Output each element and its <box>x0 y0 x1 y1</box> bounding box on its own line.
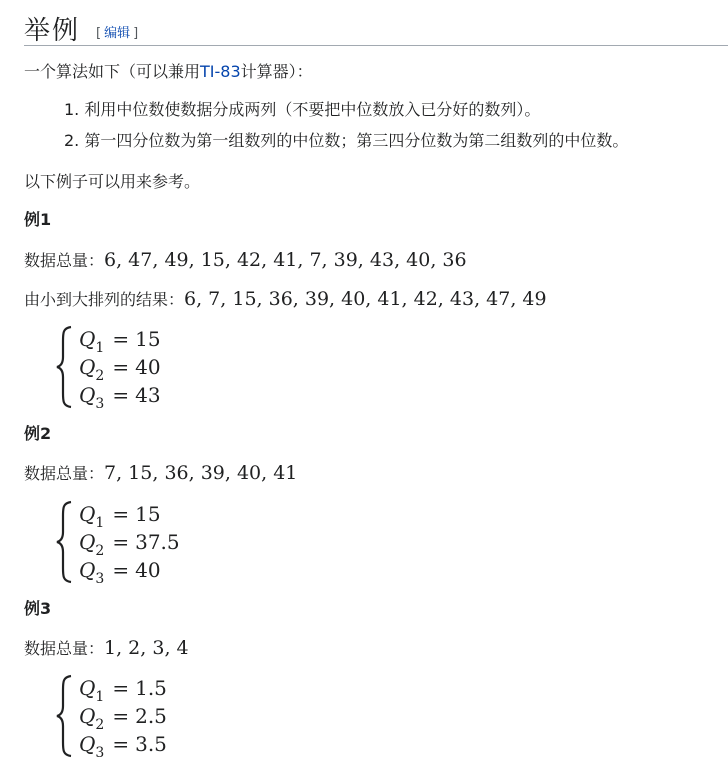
step-item-1 <box>64 98 540 122</box>
quartile-row: $Q_2 = 2.5$ <box>79 704 167 733</box>
example-1-data <box>24 248 467 273</box>
quartile-row: $Q_2 = 37.5$ <box>79 530 180 559</box>
ti83-link[interactable]: TI-83 <box>200 62 241 81</box>
edit-bracket-close: ] <box>133 26 139 41</box>
example-2-title: 例2 <box>24 424 52 443</box>
quartile-row: $Q_3 = 40$ <box>79 558 161 587</box>
intro-paragraph <box>24 60 313 84</box>
example-1-sorted <box>24 287 547 312</box>
example-3-data <box>24 636 189 661</box>
quartile-row: $Q_1 = 1.5$ <box>79 676 167 705</box>
data-label: 数据总量： <box>24 464 105 483</box>
step-marker: 1. <box>64 100 80 119</box>
step-item-2 <box>64 129 628 153</box>
example-1-quartiles <box>54 325 254 412</box>
step-text: 第一四分位数为第一组数列的中位数；第三四分位数为第二组数列的中位数。 <box>84 131 629 150</box>
left-brace-icon <box>54 674 76 758</box>
quartile-row: $Q_2 = 40$ <box>79 355 161 384</box>
left-brace-icon <box>54 325 76 409</box>
edit-link[interactable]: 编辑 <box>104 26 131 41</box>
example-3-title: 例3 <box>24 599 52 618</box>
left-brace-icon <box>54 500 76 584</box>
example-2-data <box>24 461 297 486</box>
edit-section <box>96 22 138 41</box>
example-3-quartiles <box>54 674 254 761</box>
step-marker: 2. <box>64 131 80 150</box>
section-title: 举例 <box>24 16 81 46</box>
quartile-row: $Q_3 = 3.5$ <box>79 732 167 761</box>
example-2-quartiles <box>54 500 254 587</box>
data-label: 数据总量： <box>24 251 105 270</box>
example-1-title: 例1 <box>24 210 52 229</box>
sorted-values: 6, 7, 15, 36, 39, 40, 41, 42, 43, 47, 49 <box>184 288 547 310</box>
intro-text-end: 计算器）： <box>240 62 313 81</box>
quartile-row: $Q_1 = 15$ <box>79 327 161 356</box>
data-values: 6, 47, 49, 15, 42, 41, 7, 39, 43, 40, 36 <box>104 249 467 271</box>
data-label: 数据总量： <box>24 639 105 658</box>
step-text: 利用中位数使数据分成两列（不要把中位数放入已分好的数列）。 <box>84 100 541 119</box>
section-heading <box>24 8 728 46</box>
sorted-label: 由小到大排列的结果： <box>24 290 185 309</box>
data-values: 1, 2, 3, 4 <box>104 637 189 659</box>
quartile-row: $Q_1 = 15$ <box>79 502 161 531</box>
data-values: 7, 15, 36, 39, 40, 41 <box>104 462 298 484</box>
edit-bracket-open: [ <box>96 26 102 41</box>
quartile-row: $Q_3 = 43$ <box>79 383 161 412</box>
intro-text: 一个算法如下（可以兼用 <box>24 62 201 81</box>
reference-note: 以下例子可以用来参考。 <box>24 172 201 191</box>
